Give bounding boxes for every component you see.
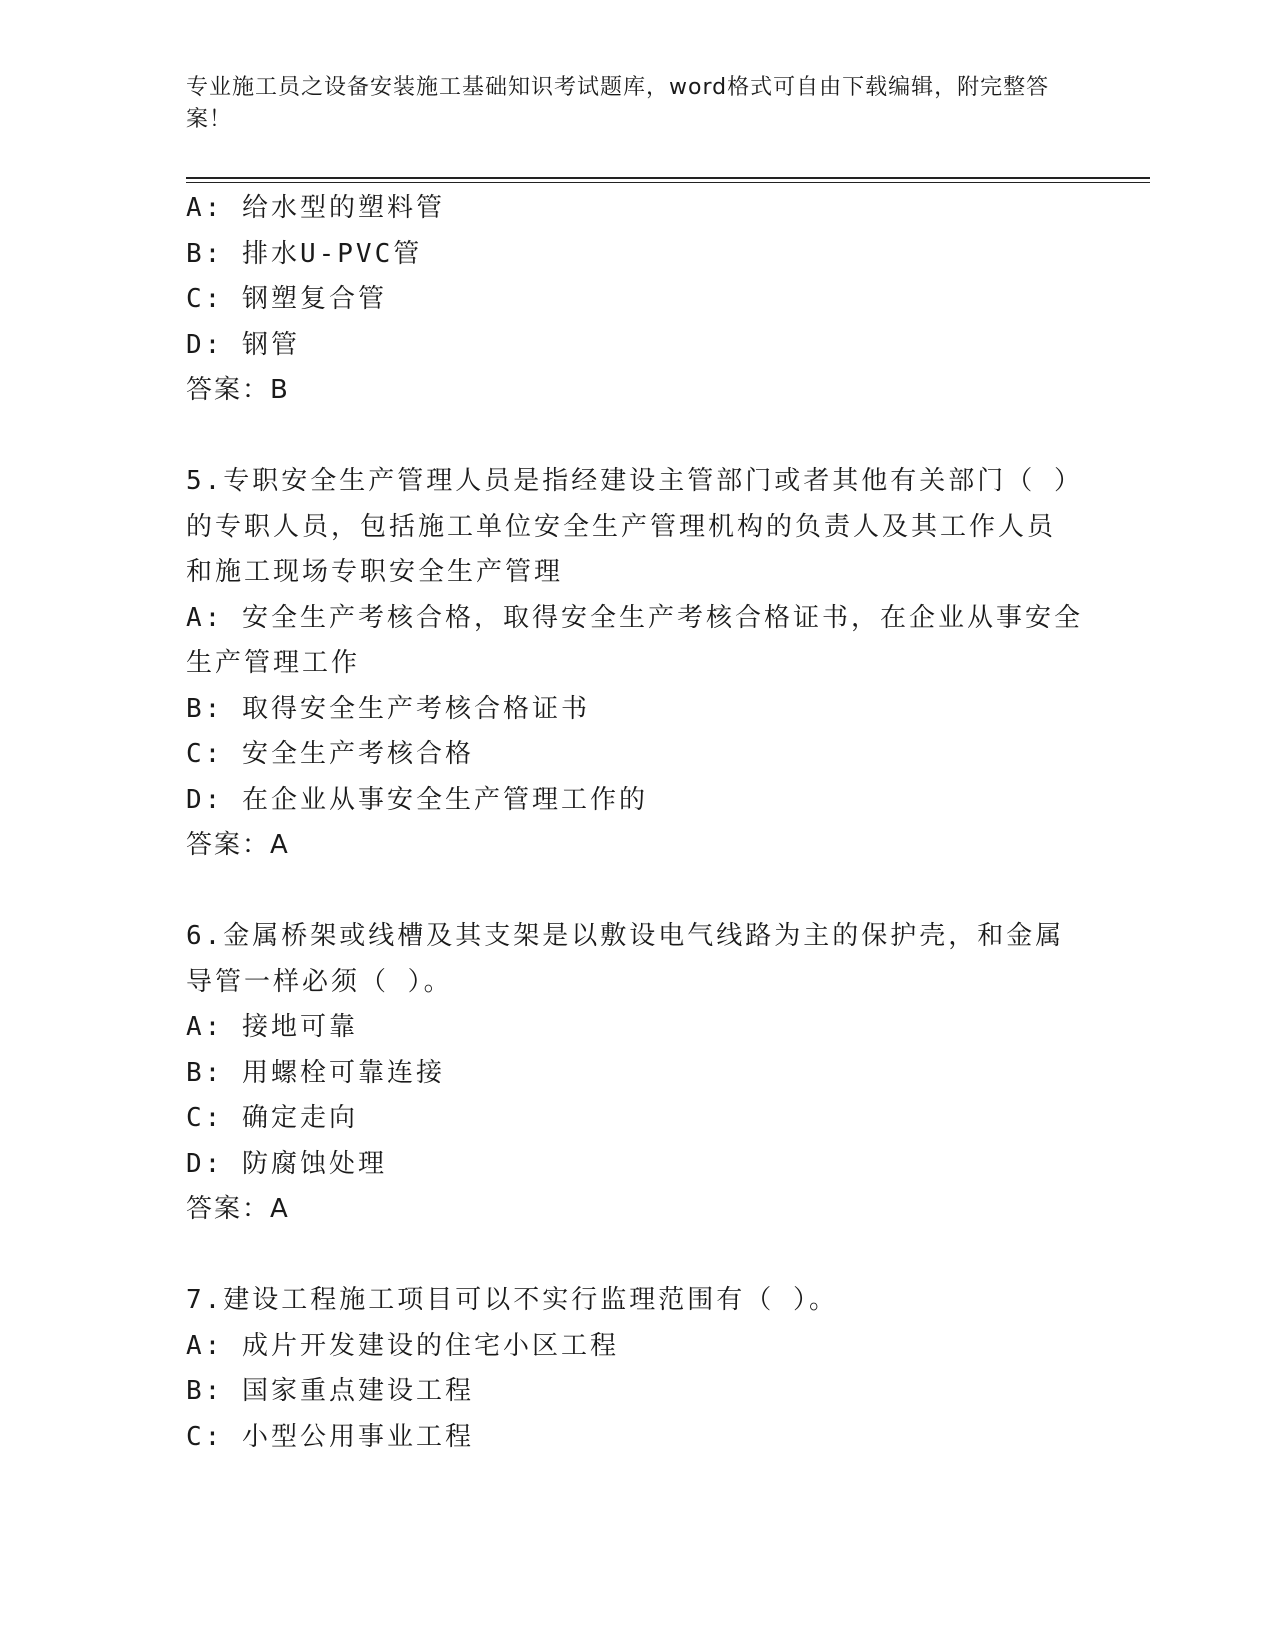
question-stem-line: 6.金属桥架或线槽及其支架是以敷设电气线路为主的保护壳，和金属 [186, 921, 1065, 951]
header-divider-thick [186, 177, 1150, 179]
question-stem-line: 导管一样必须（ ）。 [186, 966, 453, 997]
answer-label: 答案：A [186, 830, 290, 860]
header-divider-thin [186, 182, 1150, 183]
spacer [186, 1233, 1086, 1279]
option-b: B: 取得安全生产考核合格证书 [186, 693, 590, 724]
question-6 [186, 914, 1086, 1233]
spacer [186, 414, 1086, 460]
answer-label: 答案：A [186, 1194, 290, 1224]
question-stem-line: 的专职人员，包括施工单位安全生产管理机构的负责人及其工作人员 [186, 511, 1057, 542]
option-a-continued: 生产管理工作 [186, 648, 361, 678]
option-c: C: 小型公用事业工程 [186, 1421, 474, 1452]
option-c: C: 钢塑复合管 [186, 284, 387, 314]
question-7 [186, 1278, 1086, 1460]
option-c: C: 安全生产考核合格 [186, 739, 474, 769]
option-a: A: 接地可靠 [186, 1012, 358, 1042]
option-d: D: 防腐蚀处理 [186, 1148, 387, 1179]
spacer [186, 869, 1086, 915]
question-5 [186, 459, 1086, 869]
question-stem-line: 和施工现场专职安全生产管理 [186, 557, 564, 587]
answer-label: 答案：B [186, 375, 290, 405]
option-d: D: 钢管 [186, 329, 300, 360]
option-a: A: 安全生产考核合格，取得安全生产考核合格证书，在企业从事安全 [186, 602, 1083, 633]
option-b: B: 用螺栓可靠连接 [186, 1057, 445, 1088]
question-list [186, 186, 1086, 1460]
option-b: B: 国家重点建设工程 [186, 1376, 474, 1406]
option-b: B: 排水U-PVC管 [186, 238, 423, 269]
option-a: A: 成片开发建设的住宅小区工程 [186, 1330, 619, 1361]
option-c: C: 确定走向 [186, 1103, 358, 1133]
option-a: A: 给水型的塑料管 [186, 193, 445, 223]
question-stem-line: 7.建设工程施工项目可以不实行监理范围有（ ）。 [186, 1285, 838, 1315]
document-header: 专业施工员之设备安装施工基础知识考试题库，word格式可自由下载编辑，附完整答案！ [186, 75, 1050, 132]
option-d: D: 在企业从事安全生产管理工作的 [186, 784, 648, 815]
question-4 [186, 186, 1086, 414]
question-stem-line: 5.专职安全生产管理人员是指经建设主管部门或者其他有关部门（ ） [186, 466, 1083, 496]
